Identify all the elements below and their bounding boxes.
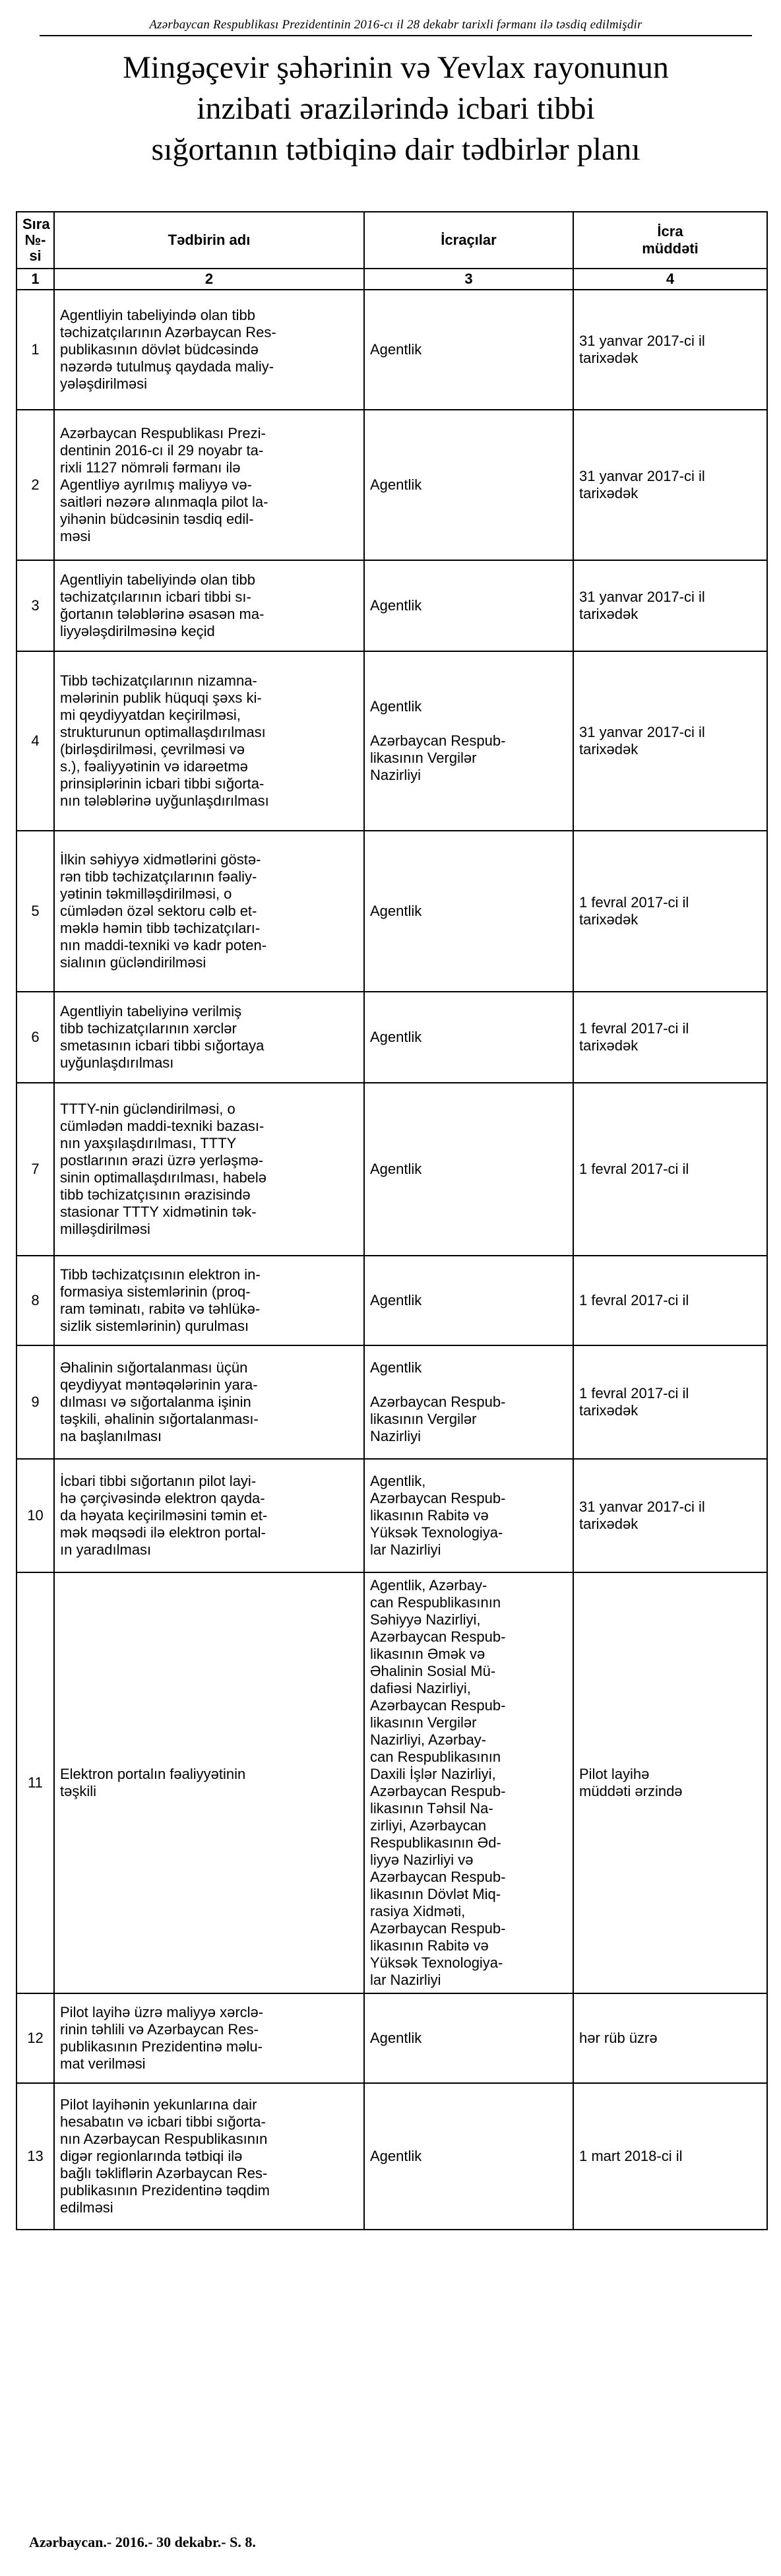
table-header-row [16, 212, 767, 269]
execution-term [573, 1256, 767, 1345]
title-line-3: sığortanın tətbiqinə dair tədbirlər planı [151, 132, 640, 167]
measure-name-line: mələrinin publik hüquqi şəxs ki- [60, 690, 262, 706]
execution-term-line: 1 mart 2018-ci il [579, 2148, 683, 2164]
measure-name-line: hə çərçivəsində elektron qayda- [60, 1490, 265, 1506]
executors-line: Yüksək Texnologiya- [370, 1954, 503, 1971]
executors-line: Azərbaycan Respub- [370, 1628, 506, 1645]
execution-term [573, 1459, 767, 1572]
execution-term-line: tarixədək [579, 911, 639, 928]
measure-name-line: nəzərdə tutulmuş qaydada maliy- [60, 358, 274, 375]
executors-line: Azərbaycan Respub- [370, 1920, 506, 1937]
measure-name-line: digər regionlarında tətbiqi ilə [60, 2148, 243, 2164]
header-term-line-1: İcra [657, 223, 683, 240]
execution-term [573, 1572, 767, 1993]
executors-line: Azərbaycan Respub- [370, 1783, 506, 1799]
row-number: 11 [16, 1572, 54, 1993]
execution-term-line: 31 yanvar 2017-ci il [579, 724, 705, 740]
measure-name-line: təşkili, əhalinin sığortalanması- [60, 1411, 259, 1427]
measure-name-line: publikasının Prezidentinə məlu- [60, 2038, 263, 2055]
measure-name-line: ın yaradılması [60, 1541, 152, 1558]
table-row [16, 1572, 767, 1993]
executors-line: Agentlik [370, 1292, 422, 1308]
column-number: 1 [16, 269, 54, 290]
table-row [16, 410, 767, 560]
measure-name-line: Azərbaycan Respublikası Prezi- [60, 425, 266, 441]
measure-name-line: təchizatçılarının Azərbaycan Res- [60, 324, 276, 340]
measure-name-line: publikasının dövlət büdcəsində [60, 341, 259, 358]
row-number: 6 [16, 992, 54, 1083]
table-row [16, 560, 767, 651]
measure-name [54, 290, 364, 410]
executors-line: Nazirliyi, Azərbay- [370, 1731, 487, 1748]
measure-name-line: ğortanın tələblərinə əsasən ma- [60, 606, 265, 622]
table-row [16, 992, 767, 1083]
header-measure-name: Tədbirin adı [54, 212, 364, 269]
measure-name-line: postlarının ərazi üzrə yerləşmə- [60, 1152, 264, 1169]
page-title [40, 48, 752, 170]
table-row [16, 651, 767, 831]
execution-term-line: Pilot layihə [579, 1766, 650, 1782]
measure-name [54, 1256, 364, 1345]
measure-name-line: saitləri nəzərə alınmaqla pilot la- [60, 494, 268, 510]
measures-table [16, 211, 768, 2230]
measure-name-line: mat verilməsi [60, 2055, 146, 2072]
execution-term [573, 2083, 767, 2230]
executors-line: Agentlik [370, 476, 422, 493]
execution-term [573, 1345, 767, 1459]
measure-name-line: məklə həmin tibb təchizatçıları- [60, 920, 261, 936]
measure-name-line: na başlanılması [60, 1428, 162, 1444]
execution-term [573, 831, 767, 992]
executors [364, 831, 573, 992]
measure-name [54, 560, 364, 651]
measure-name-line: yətinin təkmilləşdirilməsi, o [60, 886, 232, 902]
column-number: 4 [573, 269, 767, 290]
executors-line: Agentlik [370, 1029, 422, 1045]
executors-line: likasının Dövlət Miq- [370, 1886, 501, 1902]
table-row [16, 831, 767, 992]
executors-line: can Respublikasının [370, 1749, 501, 1765]
measure-name-line: da həyata keçirilməsini təmin et- [60, 1507, 268, 1524]
executors [364, 1083, 573, 1256]
execution-term-line: 31 yanvar 2017-ci il [579, 468, 705, 484]
executors-line: Agentlik [370, 597, 422, 614]
executors-line: Azərbaycan Respub- [370, 1697, 506, 1714]
execution-term-line: tarixədək [579, 485, 639, 501]
row-number: 12 [16, 1993, 54, 2083]
measure-name-line: Elektron portalın fəaliyyətinin [60, 1766, 246, 1782]
measure-name-line: nın Azərbaycan Respublikasının [60, 2131, 268, 2147]
executors-line: Daxili İşlər Nazirliyi, [370, 1766, 496, 1782]
execution-term-line: 1 fevral 2017-ci il [579, 894, 689, 911]
header-executors: İcraçılar [364, 212, 573, 269]
executors-line: Agentlik [370, 341, 422, 358]
measure-name-line: dentinin 2016-cı il 29 noyabr ta- [60, 442, 264, 459]
executors [364, 1993, 573, 2083]
execution-term [573, 651, 767, 831]
row-number: 1 [16, 290, 54, 410]
executors-line: Azərbaycan Respub- [370, 1490, 506, 1506]
executors-line: likasının Vergilər [370, 1411, 477, 1427]
header-no-line-2: №-si [24, 232, 46, 264]
executors-line: likasının Təhsil Na- [370, 1800, 493, 1817]
measure-name-line: rixli 1127 nömrəli fərmanı ilə [60, 459, 241, 476]
measure-name-line: təchizatçılarının icbari tibbi sı- [60, 589, 251, 605]
executors-line: liyyə Nazirliyi və [370, 1852, 474, 1868]
measure-name-line: mək məqsədi ilə elektron portal- [60, 1524, 266, 1541]
executors-line: Agentlik [370, 698, 422, 715]
measure-name-line: Tibb təchizatçılarının nizamna- [60, 672, 257, 689]
column-number: 2 [54, 269, 364, 290]
table-row [16, 290, 767, 410]
executors [364, 1345, 573, 1459]
measure-name-line: qeydiyyat məntəqələrinin yara- [60, 1376, 258, 1393]
measure-name-line: tibb təchizatçılarının xərclər [60, 1020, 237, 1037]
execution-term-line: 31 yanvar 2017-ci il [579, 589, 705, 605]
executors-line: Agentlik [370, 1161, 422, 1177]
measure-name [54, 992, 364, 1083]
executors-line: Azərbaycan Respub- [370, 732, 506, 749]
execution-term-line: tarixədək [579, 1402, 639, 1419]
source-citation: Azərbaycan.- 2016.- 30 dekabr.- S. 8. [29, 2534, 256, 2550]
row-number: 3 [16, 560, 54, 651]
measure-name-line: Agentliyə ayrılmış maliyyə və- [60, 476, 252, 493]
measure-name-line: Pilot layihənin yekunlarına dair [60, 2096, 257, 2113]
execution-term [573, 1993, 767, 2083]
executors-line: dafiəsi Nazirliyi, [370, 1680, 471, 1696]
measure-name-line: rən tibb təchizatçılarının fəaliy- [60, 868, 257, 885]
measure-name-line: İlkin səhiyyə xidmətlərini göstə- [60, 851, 261, 868]
measure-name-line: publikasının Prezidentinə təqdim [60, 2182, 270, 2199]
header-rule [40, 35, 752, 36]
title-line-1: Mingəçevir şəhərinin və Yevlax rayonunun [123, 50, 669, 85]
executors-line: lar Nazirliyi [370, 1541, 441, 1558]
execution-term-line: tarixədək [579, 350, 639, 366]
execution-term-line: tarixədək [579, 1516, 639, 1532]
measure-name [54, 2083, 364, 2230]
measure-name-line: (birləşdirilməsi, çevrilməsi və [60, 741, 245, 757]
executors [364, 1459, 573, 1572]
measure-name-line: sizlik sistemlərinin) qurulması [60, 1318, 249, 1334]
execution-term-line: 31 yanvar 2017-ci il [579, 333, 705, 349]
header-sequence-number [16, 212, 54, 269]
executors-line: can Respublikasının [370, 1594, 501, 1611]
executors-line: likasının Vergilər [370, 1714, 477, 1731]
executors [364, 651, 573, 831]
measure-name-line: edilməsi [60, 2199, 113, 2216]
measure-name [54, 831, 364, 992]
measure-name-line: hesabatın və icbari tibbi sığorta- [60, 2113, 266, 2130]
measure-name-line: smetasının icbari tibbi sığortaya [60, 1037, 265, 1054]
measure-name [54, 1083, 364, 1256]
table-row [16, 1993, 767, 2083]
executors-line: likasının Vergilər [370, 750, 477, 766]
measure-name [54, 651, 364, 831]
measure-name-line: sialının gücləndirilməsi [60, 954, 206, 971]
measure-name-line: TTTY-nin gücləndirilməsi, o [60, 1101, 235, 1117]
header-execution-term [573, 212, 767, 269]
title-line-2: inzibati ərazilərində icbari tibbi [197, 91, 595, 126]
executors-line: Agentlik [370, 903, 422, 919]
measure-name-line: dılması və sığortalanma işinin [60, 1394, 251, 1410]
measure-name-line: yihənin büdcəsinin təsdiq edil- [60, 511, 254, 527]
table-row [16, 2083, 767, 2230]
measure-name [54, 1572, 364, 1993]
row-number: 5 [16, 831, 54, 992]
executors-line: zirliyi, Azərbaycan [370, 1817, 487, 1834]
column-number-row [16, 269, 767, 290]
execution-term-line: 1 fevral 2017-ci il [579, 1385, 689, 1401]
measure-name-line: nın tələblərinə uyğunlaşdırılması [60, 792, 269, 809]
executors-line: Agentlik [370, 2030, 422, 2046]
measure-name-line: strukturunun optimallaşdırılması [60, 724, 266, 740]
measure-name-line: ram təminatı, rabitə və təhlükə- [60, 1301, 261, 1317]
measure-name-line: stasionar TTTY xidmətinin tək- [60, 1204, 257, 1220]
execution-term-line: tarixədək [579, 741, 639, 757]
executors-line: Agentlik [370, 2148, 422, 2164]
execution-term-line: hər rüb üzrə [579, 2030, 658, 2046]
executors-line: likasının Rabitə və [370, 1507, 489, 1524]
executors-line: likasının Əmək və [370, 1646, 485, 1662]
measure-name-line: formasiya sistemlərinin (proq- [60, 1283, 251, 1300]
executors-line: Əhalinin Sosial Mü- [370, 1663, 496, 1679]
row-number: 8 [16, 1256, 54, 1345]
row-number: 7 [16, 1083, 54, 1256]
executors-line: Respublikasının Əd- [370, 1834, 501, 1851]
executors-line: Azərbaycan Respub- [370, 1394, 506, 1410]
executors-line: Azərbaycan Respub- [370, 1869, 506, 1885]
measure-name-line: Əhalinin sığortalanması üçün [60, 1359, 248, 1376]
executors-line: Yüksək Texnologiya- [370, 1524, 503, 1541]
executors [364, 560, 573, 651]
measure-name-line: İcbari tibbi sığortanın pilot layi- [60, 1473, 257, 1489]
table-row [16, 1256, 767, 1345]
row-number: 10 [16, 1459, 54, 1572]
measure-name-line: cümlədən özəl sektoru cəlb et- [60, 903, 257, 919]
executors [364, 2083, 573, 2230]
measure-name-line: sinin optimallaşdırılması, habelə [60, 1169, 267, 1186]
execution-term-line: tarixədək [579, 606, 639, 622]
measure-name-line: bağlı təkliflərin Azərbaycan Res- [60, 2165, 268, 2181]
header-note: Azərbaycan Respublikası Prezidentinin 2016-cı il 28 dekabr tarixli fərmanı ilə təsdiq edilmişdir [149, 18, 642, 32]
executors-line: Agentlik, Azərbay- [370, 1577, 487, 1594]
measure-name [54, 1345, 364, 1459]
measure-name-line: tibb təchizatçısının ərazisində [60, 1186, 251, 1203]
measure-name [54, 1993, 364, 2083]
measure-name-line: Tibb təchizatçısının elektron in- [60, 1266, 261, 1283]
measure-name [54, 1459, 364, 1572]
executors-line: Agentlik [370, 1359, 422, 1376]
row-number: 13 [16, 2083, 54, 2230]
executors-line: rasiya Xidməti, [370, 1903, 466, 1919]
execution-term [573, 560, 767, 651]
measure-name-line: məsi [60, 528, 91, 544]
executors-line: Agentlik, [370, 1473, 426, 1489]
executors-line: likasının Rabitə və [370, 1937, 489, 1954]
measure-name-line: uyğunlaşdırılması [60, 1054, 174, 1071]
measure-name-line: milləşdirilməsi [60, 1221, 150, 1237]
execution-term-line: 1 fevral 2017-ci il [579, 1161, 689, 1177]
executors-line: lar Nazirliyi [370, 1972, 441, 1988]
measure-name-line: cümlədən maddi-texniki bazası- [60, 1118, 265, 1134]
execution-term [573, 290, 767, 410]
executors-line: Səhiyyə Nazirliyi, [370, 1611, 481, 1628]
table-row [16, 1459, 767, 1572]
measure-name-line: Agentliyin tabeliyində olan tibb [60, 571, 255, 588]
table-row [16, 1345, 767, 1459]
execution-term-line: 31 yanvar 2017-ci il [579, 1498, 705, 1515]
executors-line: Nazirliyi [370, 1428, 421, 1444]
execution-term [573, 410, 767, 560]
row-number: 2 [16, 410, 54, 560]
measure-name-line: Agentliyin tabeliyinə verilmiş [60, 1003, 242, 1019]
measure-name-line: yələşdirilməsi [60, 375, 148, 392]
measure-name-line: mi qeydiyyatdan keçirilməsi, [60, 707, 241, 723]
measure-name-line: nın maddi-texniki və kadr poten- [60, 937, 267, 953]
measure-name-line: rinin təhlili və Azərbaycan Res- [60, 2021, 259, 2038]
column-number: 3 [364, 269, 573, 290]
executors [364, 290, 573, 410]
executors [364, 1256, 573, 1345]
execution-term-line: 1 fevral 2017-ci il [579, 1292, 689, 1308]
measure-name-line: nın yaxşılaşdırılması, TTTY [60, 1135, 237, 1151]
execution-term [573, 1083, 767, 1256]
header-no-line-1: Sıra [22, 216, 50, 232]
row-number: 9 [16, 1345, 54, 1459]
table-row [16, 1083, 767, 1256]
measure-name [54, 410, 364, 560]
measure-name-line: liyyələşdirilməsinə keçid [60, 623, 215, 639]
executors [364, 410, 573, 560]
execution-term-line: 1 fevral 2017-ci il [579, 1020, 689, 1037]
measure-name-line: Agentliyin tabeliyində olan tibb [60, 307, 255, 323]
measure-name-line: təşkili [60, 1783, 97, 1799]
measure-name-line: Pilot layihə üzrə maliyyə xərclə- [60, 2004, 264, 2020]
header-term-line-2: müddəti [642, 240, 699, 257]
execution-term-line: müddəti ərzində [579, 1783, 683, 1799]
executors-line: Nazirliyi [370, 767, 421, 783]
executors [364, 1572, 573, 1993]
execution-term [573, 992, 767, 1083]
executors [364, 992, 573, 1083]
execution-term-line: tarixədək [579, 1037, 639, 1054]
measure-name-line: s.), fəaliyyətinin və idarəetmə [60, 758, 248, 775]
row-number: 4 [16, 651, 54, 831]
measure-name-line: prinsiplərinin icbari tibbi sığorta- [60, 775, 265, 792]
